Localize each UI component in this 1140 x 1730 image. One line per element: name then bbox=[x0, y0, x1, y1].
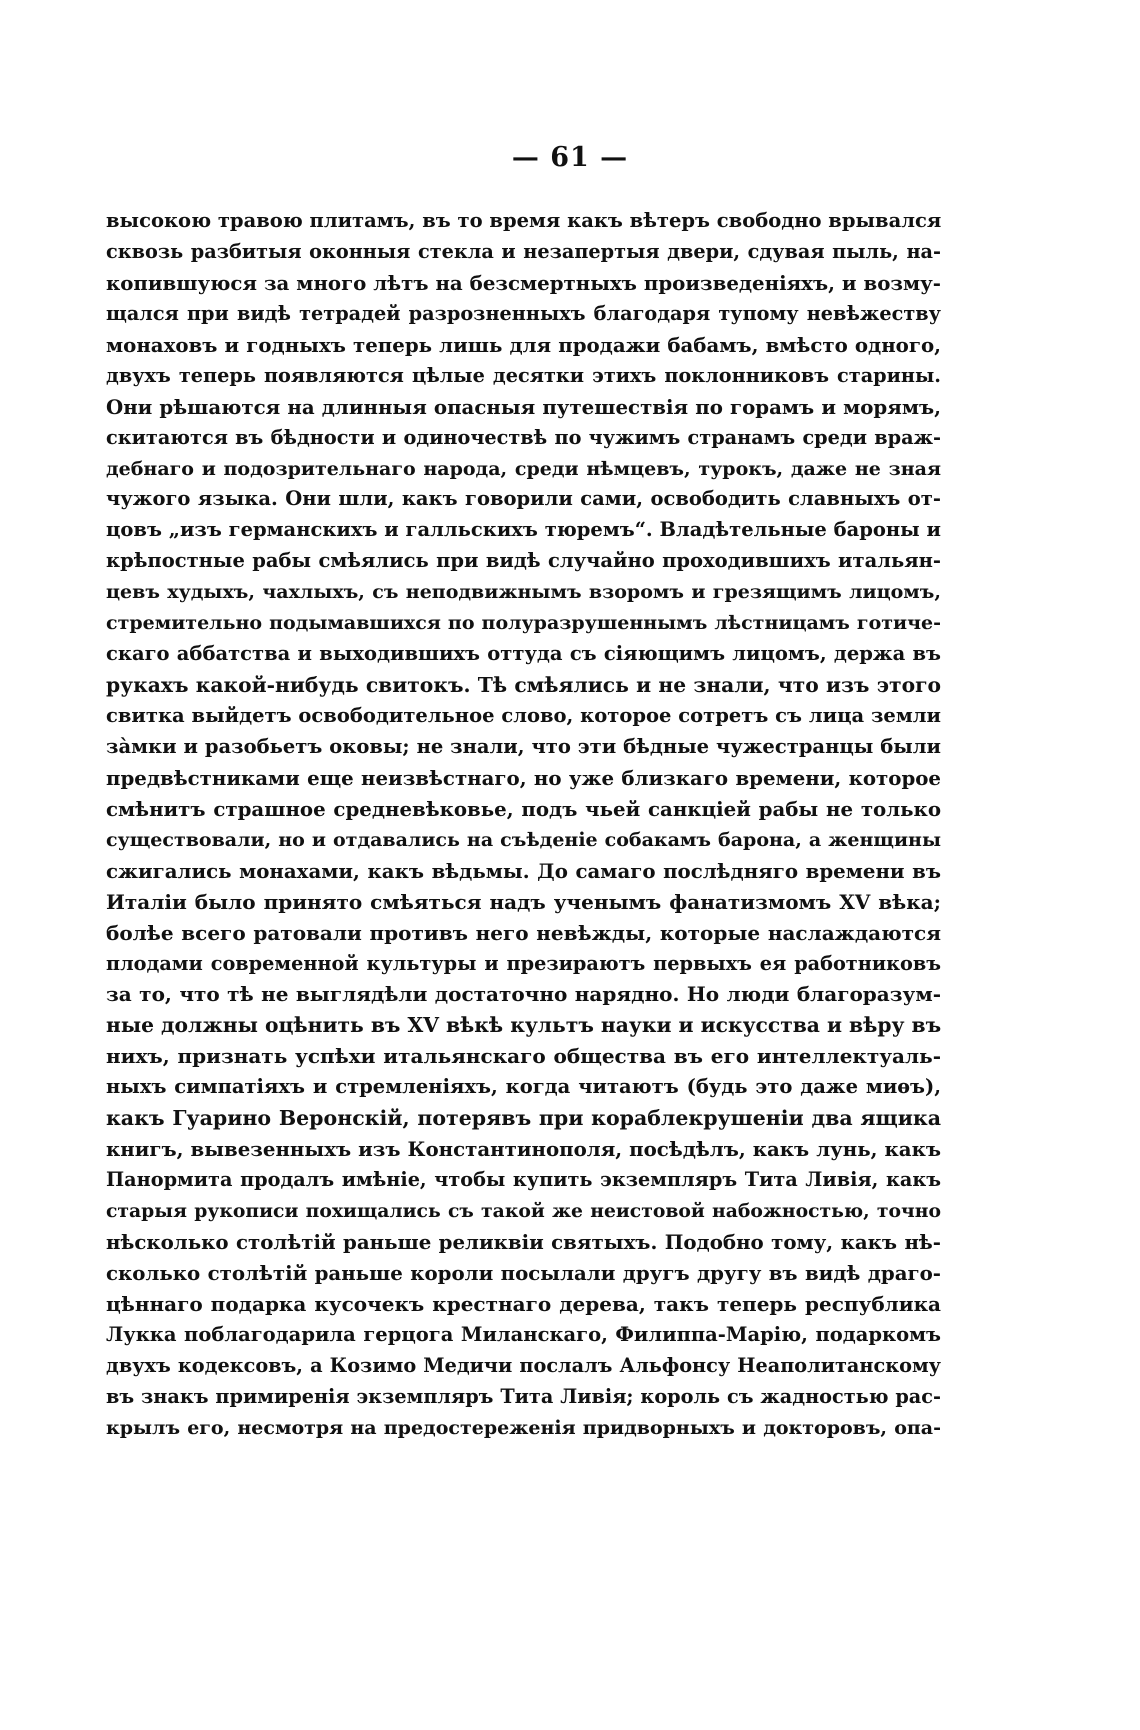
text-line: сжигались монахами, какъ вѣдьмы. До самаго послѣдняго времени въ bbox=[106, 858, 941, 883]
text-line: рукахъ какой-нибудь свитокъ. Тѣ смѣялись и не знали, что изъ этого bbox=[106, 673, 941, 698]
text-line: щался при видѣ тетрадей разрозненныхъ благодаря тупому невѣжеству bbox=[106, 301, 941, 325]
text-line: цовъ „изъ германскихъ и галльскихъ тюремъ“. Владѣтельные бароны и bbox=[106, 518, 941, 542]
text-line: нихъ, признать успѣхи итальянскаго общества въ его интеллектуаль- bbox=[106, 1044, 941, 1069]
text-line: какъ Гуарино Веронскій, потерявъ при кораблекрушеніи два ящика bbox=[106, 1106, 941, 1131]
text-line: скаго аббатства и выходившихъ оттуда съ сіяющимъ лицомъ, держа въ bbox=[106, 642, 941, 666]
text-line: высокою травою плитамъ, въ то время какъ вѣтеръ свободно врывался bbox=[106, 209, 941, 232]
text-line: монаховъ и годныхъ теперь лишь для продажи бабамъ, вмѣсто одного, bbox=[106, 332, 941, 357]
text-line: Италіи было принято смѣяться надъ ученымъ фанатизмомъ XV вѣка; bbox=[106, 889, 941, 914]
text-line: ные должны оцѣнить въ XV вѣкѣ культъ науки и искусства и вѣру въ bbox=[106, 1013, 941, 1038]
text-line: сколько столѣтій раньше короли посылали другъ другу въ видѣ драго- bbox=[106, 1260, 941, 1285]
text-line: двухъ теперь появляются цѣлые десятки этихъ поклонниковъ старины. bbox=[106, 363, 941, 387]
text-line: крылъ его, несмотря на предостереженія придворныхъ и докторовъ, опа- bbox=[106, 1416, 941, 1439]
text-line: нѣсколько столѣтій раньше реликвіи святыхъ. Подобно тому, какъ нѣ- bbox=[106, 1229, 941, 1254]
text-line: Они рѣшаются на длинныя опасныя путешествія по горамъ и морямъ, bbox=[106, 394, 941, 419]
text-line: сквозь разбитыя оконныя стекла и незапертыя двери, сдувая пыль, на- bbox=[106, 239, 941, 263]
page-number: — 61 — bbox=[511, 142, 629, 173]
text-line: чужого языка. Они шли, какъ говорили сами, освободить славныхъ от- bbox=[106, 487, 941, 511]
text-line: скитаются въ бѣдности и одиночествѣ по чужимъ странамъ среди враж- bbox=[106, 425, 941, 449]
text-line: книгъ, вывезенныхъ изъ Константинополя, посѣдѣлъ, какъ лунь, какъ bbox=[106, 1137, 941, 1162]
text-line: стремительно подымавшихся по полуразрушеннымъ лѣстницамъ готиче- bbox=[106, 612, 941, 635]
text-line: болѣе всего ратовали противъ него невѣжды, которые наслаждаются bbox=[106, 920, 941, 945]
text-line: двухъ кодексовъ, а Козимо Медичи послалъ Альфонсу Неаполитанскому bbox=[106, 1353, 941, 1377]
text-line: ныхъ симпатіяхъ и стремленіяхъ, когда читаютъ (будь это даже миѳъ), bbox=[106, 1075, 941, 1099]
text-line: дебнаго и подозрительнаго народа, среди нѣмцевъ, турокъ, даже не зная bbox=[106, 457, 941, 480]
text-line: крѣпостные рабы смѣялись при видѣ случайно проходившихъ итальян- bbox=[106, 549, 941, 573]
text-line: существовали, но и отдавались на съѣденіе собакамъ барона, а женщины bbox=[106, 828, 941, 851]
text-line: Панормита продалъ имѣніе, чтобы купить экземпляръ Тита Ливія, какъ bbox=[106, 1168, 941, 1192]
text-line: Лукка поблагодарила герцога Миланскаго, Филиппа-Марію, подаркомъ bbox=[106, 1322, 941, 1346]
text-line: въ знакъ примиренія экземпляръ Тита Ливія; король съ жадностью рас- bbox=[106, 1384, 941, 1408]
text-line: копившуюся за много лѣтъ на безсмертныхъ произведеніяхъ, и возму- bbox=[106, 270, 941, 295]
text-line: свитка выйдетъ освободительное слово, которое сотретъ съ лица земли bbox=[106, 704, 941, 727]
text-line: смѣнитъ страшное средневѣковье, подъ чьей санкціей рабы не только bbox=[106, 796, 941, 821]
text-line: предвѣстниками еще неизвѣстнаго, но уже близкаго времени, которое bbox=[106, 765, 941, 790]
text-line: плодами современной культуры и презираютъ первыхъ ея работниковъ bbox=[106, 951, 941, 975]
text-line: зàмки и разобьетъ оковы; не знали, что эти бѣдные чужестранцы были bbox=[106, 734, 941, 758]
text-line: старыя рукописи похищались съ такой же неистовой набожностью, точно bbox=[106, 1200, 941, 1222]
text-line: цевъ худыхъ, чахлыхъ, съ неподвижнымъ взоромъ и грезящимъ лицомъ, bbox=[106, 581, 941, 604]
text-line: цѣннаго подарка кусочекъ крестнаго дерева, такъ теперь республика bbox=[106, 1291, 941, 1316]
body-text bbox=[106, 206, 941, 1444]
text-line: за то, что тѣ не выглядѣли достаточно нарядно. Но люди благоразум- bbox=[106, 982, 941, 1007]
